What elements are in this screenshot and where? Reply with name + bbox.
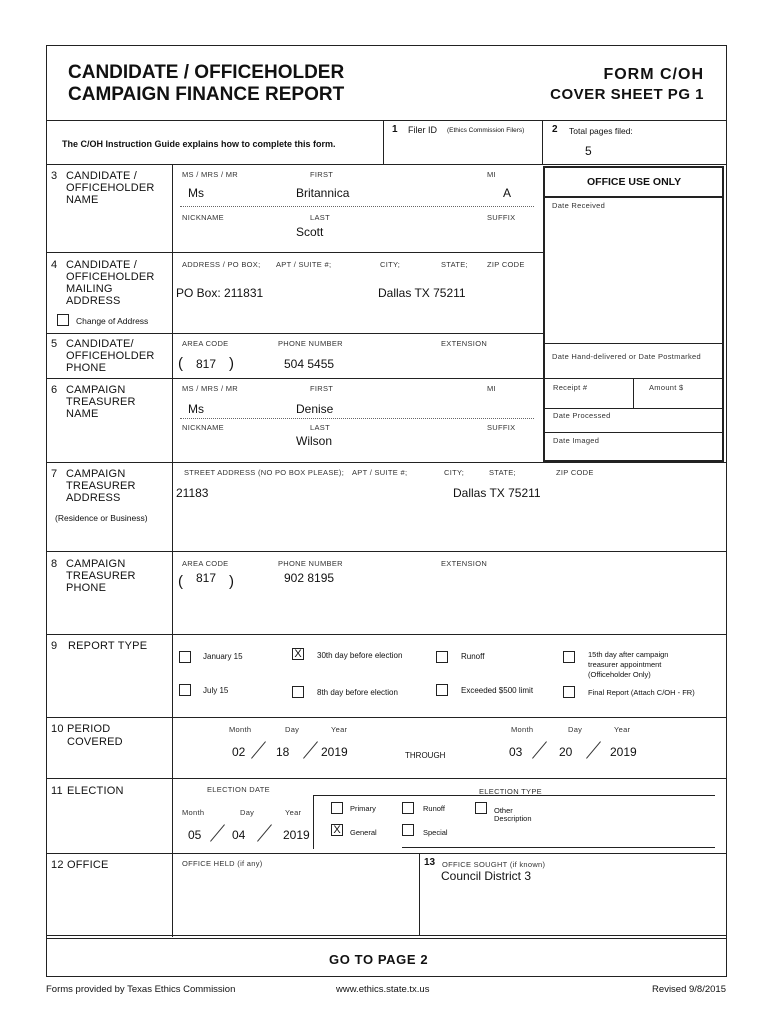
first-name-label: FIRST: [310, 384, 334, 393]
election-year-label: Year: [285, 808, 302, 817]
divider: [633, 378, 634, 408]
divider: [543, 408, 724, 409]
treasurer-city-state-zip[interactable]: Dallas TX 75211: [453, 486, 541, 500]
address-label: ADDRESS / PO BOX;: [182, 260, 261, 269]
divider: [180, 418, 534, 419]
runoff-report-checkbox[interactable]: [436, 651, 448, 663]
divider: [180, 206, 534, 207]
section-5-label-1: CANDIDATE/: [66, 338, 134, 350]
final-report-checkbox[interactable]: [563, 686, 575, 698]
total-pages-label: Total pages filed:: [569, 126, 633, 136]
prefix-label: MS / MRS / MR: [182, 384, 238, 393]
total-pages-num: 2: [552, 124, 558, 135]
date-received-label: Date Received: [552, 201, 606, 210]
phone-number-label: PHONE NUMBER: [278, 339, 343, 348]
candidate-address[interactable]: PO Box: 211831: [176, 286, 264, 300]
section-9-label: REPORT TYPE: [68, 640, 148, 652]
city-label: CITY;: [444, 468, 465, 477]
january-15-label: January 15: [203, 652, 243, 661]
treasurer-area-code[interactable]: 817: [196, 571, 217, 585]
section-3-label-1: CANDIDATE /: [66, 170, 138, 182]
period-to-day[interactable]: 20: [559, 745, 573, 759]
from-month-label: Month: [229, 725, 252, 734]
mi-label: MI: [487, 384, 496, 393]
footer-url[interactable]: www.ethics.state.tx.us: [336, 984, 430, 995]
election-month-label: Month: [182, 808, 205, 817]
area-paren-open: (: [178, 355, 183, 372]
extension-label: EXTENSION: [441, 559, 488, 568]
divider: [46, 462, 727, 463]
section-10-num: 10: [51, 723, 64, 735]
other-label-1: Other: [494, 806, 513, 815]
section-8-num: 8: [51, 558, 58, 570]
section-7-note: (Residence or Business): [55, 513, 148, 523]
to-day-label: Day: [568, 725, 583, 734]
divider: [46, 164, 543, 165]
period-from-day[interactable]: 18: [276, 745, 290, 759]
30th-day-before-election-label: 30th day before election: [317, 651, 403, 660]
period-from-month[interactable]: 02: [232, 745, 246, 759]
january-15-checkbox[interactable]: [179, 651, 191, 663]
section-11-num: 11: [51, 785, 63, 797]
treasurer-first-name[interactable]: Denise: [296, 402, 334, 416]
section-9-num: 9: [51, 640, 58, 652]
area-paren-close: ): [229, 573, 234, 590]
filer-id-label: Filer ID: [408, 125, 437, 135]
election-month[interactable]: 05: [188, 828, 202, 842]
section-7-label-2: TREASURER: [66, 480, 136, 492]
section-12-label: OFFICE: [67, 859, 109, 871]
section-10-label-1: PERIOD: [67, 723, 111, 735]
section-3-num: 3: [51, 170, 58, 182]
treasurer-last-name[interactable]: Wilson: [296, 434, 333, 448]
zip-label: ZIP CODE: [487, 260, 525, 269]
section-4-label-4: ADDRESS: [66, 295, 121, 307]
to-month-label: Month: [511, 725, 534, 734]
form-id-line1: FORM C/OH: [603, 66, 704, 83]
suffix-label: SUFFIX: [487, 213, 516, 222]
candidate-last-name[interactable]: Scott: [296, 225, 324, 239]
period-from-year[interactable]: 2019: [321, 745, 348, 759]
through-label: THROUGH: [405, 751, 446, 760]
footer-left: Forms provided by Texas Ethics Commission: [46, 984, 236, 995]
treasurer-street[interactable]: 21183: [176, 486, 209, 500]
divider: [313, 795, 314, 849]
section-5-label-3: PHONE: [66, 362, 107, 374]
divider: [46, 853, 727, 854]
area-paren-open: (: [178, 573, 183, 590]
date-processed-label: Date Processed: [553, 411, 611, 420]
divider: [46, 778, 727, 779]
section-6-label-3: NAME: [66, 408, 99, 420]
city-label: CITY;: [380, 260, 401, 269]
period-to-month[interactable]: 03: [509, 745, 523, 759]
section-4-label-1: CANDIDATE /: [66, 259, 138, 271]
office-sought-value[interactable]: Council District 3: [441, 869, 532, 883]
to-year-label: Year: [614, 725, 631, 734]
go-to-page-2: GO TO PAGE 2: [329, 952, 429, 967]
section-4-num: 4: [51, 259, 58, 271]
nickname-label: NICKNAME: [182, 213, 224, 222]
divider: [46, 938, 727, 939]
instructions-text: The C/OH Instruction Guide explains how to complete this form.: [62, 139, 336, 149]
divider: [46, 252, 543, 253]
candidate-city-state-zip[interactable]: Dallas TX 75211: [378, 286, 466, 300]
treasurer-phone-number[interactable]: 902 8195: [284, 571, 335, 585]
election-year[interactable]: 2019: [283, 828, 310, 842]
runoff-election-checkbox[interactable]: [402, 802, 414, 814]
election-type-label: ELECTION TYPE: [479, 787, 542, 796]
runoff-report-label: Runoff: [461, 652, 485, 661]
divider: [542, 164, 727, 165]
area-code-label: AREA CODE: [182, 339, 229, 348]
filer-id-note: (Ethics Commission Filers): [447, 127, 525, 134]
special-checkbox[interactable]: [402, 824, 414, 836]
section-8-label-1: CAMPAIGN: [66, 558, 126, 570]
mi-label: MI: [487, 170, 496, 179]
general-label: General: [350, 828, 377, 837]
30th-day-before-election-checkbox[interactable]: X: [292, 648, 304, 660]
street-label: STREET ADDRESS (NO PO BOX PLEASE);: [184, 468, 345, 477]
office-held-label: OFFICE HELD (if any): [182, 859, 263, 868]
divider: [543, 196, 724, 198]
divider: [46, 333, 543, 334]
receipt-label: Receipt #: [553, 383, 588, 392]
phone-number-label: PHONE NUMBER: [278, 559, 343, 568]
amount-label: Amount $: [649, 383, 684, 392]
july-15-checkbox[interactable]: [179, 684, 191, 696]
8th-day-before-election-checkbox[interactable]: [292, 686, 304, 698]
divider: [543, 432, 724, 433]
footer-revised: Revised 9/8/2015: [652, 984, 726, 995]
other-checkbox[interactable]: [475, 802, 487, 814]
general-checkbox[interactable]: X: [331, 824, 343, 836]
divider: [543, 343, 724, 344]
8th-day-before-election-label: 8th day before election: [317, 688, 398, 697]
section-4-label-2: OFFICEHOLDER: [66, 271, 155, 283]
zip-label: ZIP CODE: [556, 468, 594, 477]
section-8-label-2: TREASURER: [66, 570, 136, 582]
section-6-num: 6: [51, 384, 58, 396]
form-title-line1: CANDIDATE / OFFICEHOLDER: [68, 62, 345, 83]
last-name-label: LAST: [310, 213, 330, 222]
area-paren-close: ): [229, 355, 234, 372]
divider: [46, 935, 727, 936]
nickname-label: NICKNAME: [182, 423, 224, 432]
election-day[interactable]: 04: [232, 828, 246, 842]
special-label: Special: [423, 828, 448, 837]
office-sought-label: OFFICE SOUGHT (if known): [442, 860, 546, 869]
candidate-area-code[interactable]: 817: [196, 357, 217, 371]
treasurer-prefix[interactable]: Ms: [188, 402, 204, 416]
election-date-label: ELECTION DATE: [207, 785, 270, 794]
section-5-label-2: OFFICEHOLDER: [66, 350, 155, 362]
section-7-label-1: CAMPAIGN: [66, 468, 126, 480]
section-7-label-3: ADDRESS: [66, 492, 121, 504]
primary-checkbox[interactable]: [331, 802, 343, 814]
total-pages-value[interactable]: 5: [585, 144, 592, 158]
last-name-label: LAST: [310, 423, 330, 432]
section-3-label-3: NAME: [66, 194, 99, 206]
divider: [542, 120, 543, 164]
primary-label: Primary: [350, 804, 376, 813]
15th-day-label-1: 15th day after campaign: [588, 650, 669, 659]
15th-day-after-appointment-checkbox[interactable]: [563, 651, 575, 663]
extension-label: EXTENSION: [441, 339, 488, 348]
section-5-num: 5: [51, 338, 58, 350]
candidate-phone-number[interactable]: 504 5455: [284, 357, 335, 371]
candidate-first-name[interactable]: Britannica: [296, 186, 350, 200]
period-to-year[interactable]: 2019: [610, 745, 637, 759]
section-13-num: 13: [424, 857, 436, 868]
exceeded-500-checkbox[interactable]: [436, 684, 448, 696]
runoff-election-label: Runoff: [423, 804, 445, 813]
divider: [313, 795, 715, 796]
change-of-address-checkbox[interactable]: [57, 314, 69, 326]
15th-day-label-3: (Officeholder Only): [588, 670, 651, 679]
section-7-num: 7: [51, 468, 58, 480]
candidate-mi[interactable]: A: [503, 186, 512, 200]
form-id-line2: COVER SHEET PG 1: [550, 86, 704, 103]
section-3-label-2: OFFICEHOLDER: [66, 182, 155, 194]
area-code-label: AREA CODE: [182, 559, 229, 568]
section-4-label-3: MAILING: [66, 283, 113, 295]
first-name-label: FIRST: [310, 170, 334, 179]
apt-label: APT / SUITE #;: [276, 260, 332, 269]
july-15-label: July 15: [203, 686, 229, 695]
15th-day-label-2: treasurer appointment: [588, 660, 662, 669]
suffix-label: SUFFIX: [487, 423, 516, 432]
section-10-label-2: COVERED: [67, 736, 123, 748]
apt-label: APT / SUITE #;: [352, 468, 408, 477]
candidate-prefix[interactable]: Ms: [188, 186, 204, 200]
date-hand-delivered-label: Date Hand-delivered or Date Postmarked: [552, 352, 701, 361]
divider: [46, 378, 543, 379]
election-day-label: Day: [240, 808, 255, 817]
section-11-label: ELECTION: [67, 785, 124, 797]
state-label: STATE;: [489, 468, 516, 477]
divider: [46, 551, 727, 552]
section-8-label-3: PHONE: [66, 582, 107, 594]
divider: [46, 717, 727, 718]
divider: [402, 847, 715, 848]
office-use-title: OFFICE USE ONLY: [587, 176, 682, 188]
exceeded-500-label: Exceeded $500 limit: [461, 686, 534, 695]
date-imaged-label: Date Imaged: [553, 436, 600, 445]
section-6-label-1: CAMPAIGN: [66, 384, 126, 396]
divider: [383, 120, 384, 164]
divider: [46, 120, 727, 121]
divider: [419, 853, 420, 935]
section-6-label-2: TREASURER: [66, 396, 136, 408]
other-label-2: Description: [494, 814, 532, 823]
filer-id-num: 1: [392, 124, 398, 135]
from-day-label: Day: [285, 725, 300, 734]
divider: [46, 634, 727, 635]
state-label: STATE;: [441, 260, 468, 269]
change-of-address-label: Change of Address: [76, 316, 149, 326]
section-12-num: 12: [51, 859, 64, 871]
prefix-label: MS / MRS / MR: [182, 170, 238, 179]
from-year-label: Year: [331, 725, 348, 734]
form-title-line2: CAMPAIGN FINANCE REPORT: [68, 84, 345, 105]
final-report-label: Final Report (Attach C/OH - FR): [588, 688, 695, 697]
